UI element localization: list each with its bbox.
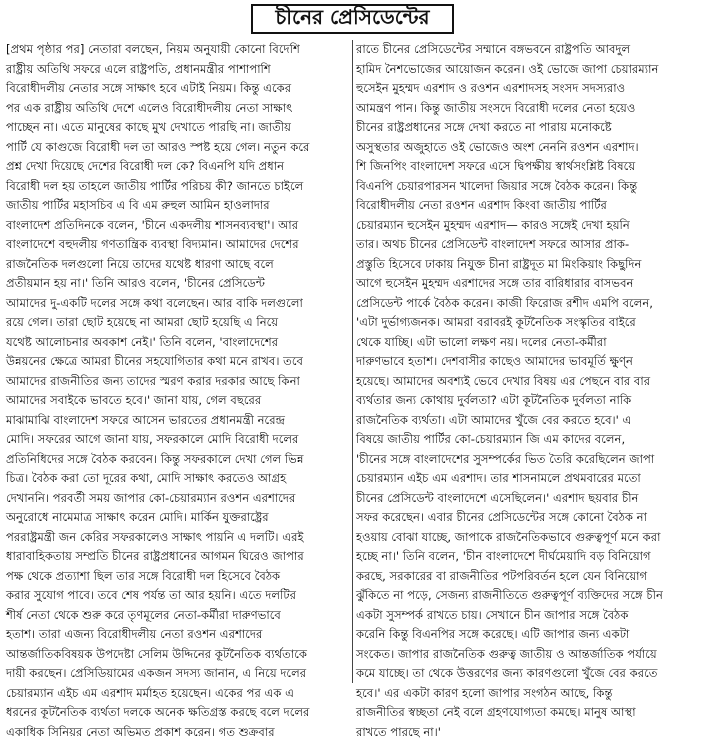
article-text-line: রাখতে পারছে না।' — [356, 723, 705, 742]
article-text-line: রাজনৈতিক দলগুলো নিয়ে তাদের যথেষ্ট ধারণা আছে বলে — [6, 255, 355, 275]
article-text-line: করছে, সরকারের বা রাজনীতির পটপরিবর্তন হলে যেন বিনিয়োগ — [356, 567, 705, 587]
article-text-line: দেখাননি। পরবর্তী সময় জাপার কো-চেয়ারম্যান রওশন এরশাদের — [6, 489, 355, 509]
article-text-line: আগে হুসেইন মুহম্মদ এরশাদের সঙ্গে তার বারিধারার বাসভবন — [356, 274, 705, 294]
article-text-line: রাষ্ট্রীয় অতিথি সফরে এলে রাষ্ট্রপতি, প্রধানমন্ত্রীর পাশাপাশি — [6, 60, 355, 80]
article-text-line: করেনি কিন্তু বিএনপির সঙ্গে করেছে। এটি জাপার জন্য একটা — [356, 625, 705, 645]
article-text-line: দায়ী করছেন। প্রেসিডিয়ামের একজন সদস্য জানান, এ নিয়ে দলের — [6, 664, 355, 684]
article-text-line: একটা সুসম্পর্ক রাখতে চায়। সেখানে চীন জাপার সঙ্গে বৈঠক — [356, 606, 705, 626]
article-text-line: হামিদ নৈশভোজের আয়োজন করেন। ওই ভোজে জাপা চেয়ারম্যান — [356, 60, 705, 80]
article-text-line: জাতীয় পার্টির মহাসচিব এ বি এম রুহুল আমিন হাওলাদার — [6, 196, 355, 216]
article-text-line: আমাদের সবাইকে ভাবতে হবে।' জানা যায়, গেল বছরের — [6, 391, 355, 411]
article-text-line: থেকে যাচ্ছি। এটা ভালো লক্ষণ নয়। দলের নেতা-কর্মীরা — [356, 333, 705, 353]
article-text-line: 'চীনের সঙ্গে বাংলাদেশের সুসম্পর্কের ভিত তৈরি করেছিলেন জাপা — [356, 450, 705, 470]
article-text-line: 'এটা দুর্ভাগ্যজনক। আমরা বরাবরই কূটনৈতিক সংস্কৃতির বাইরে — [356, 313, 705, 333]
article-text-line: আন্তর্জাতিকবিষয়ক উপদেষ্টা সেলিম উদ্দিনের কূটনৈতিক ব্যর্থতাকে — [6, 645, 355, 665]
article-text-line: আমাদের দু-একটি দলের সঙ্গে কথা বলেছেন। আর বাকি দলগুলো — [6, 294, 355, 314]
article-text-line: উন্নয়নের ক্ষেত্রে আমরা চীনের সহযোগিতার কথা মনে রাখব। তবে — [6, 352, 355, 372]
article-text-line: ধারাবাহিকতায় সম্প্রতি চীনের রাষ্ট্রপ্রধানের আগমন ঘিরেও জাপার — [6, 547, 355, 567]
article-text-line: হুসেইন মুহম্মদ এরশাদ ও রওশন এরশাদসহ সংসদ সদস্যরাও — [356, 79, 705, 99]
article-text-line: বাংলাদেশে বহুদলীয় গণতান্ত্রিক ব্যবস্থা বিদ্যমান। আমাদের দেশের — [6, 235, 355, 255]
article-text-line: পর এক রাষ্ট্রীয় অতিথি দেশে এলেও বিরোধীদলীয় নেতা সাক্ষাৎ — [6, 99, 355, 119]
article-text-line: বিষয়ে জাতীয় পার্টির কো-চেয়ারম্যান জি এম কাদের বলেন, — [356, 430, 705, 450]
article-text-line: হতাশ। তারা এজন্য বিরোধীদলীয় নেতা রওশন এরশাদের — [6, 625, 355, 645]
article-text-line: চেয়ারম্যান এইচ এম এরশাদ মর্মাহত হয়েছেন। একের পর এক এ — [6, 684, 355, 704]
article-text-line: প্রস্তুতি হিসেবে ঢাকায় নিযুক্ত চীনা রাষ্ট্রদূত মা মিংকিয়াং কিছুদিন — [356, 255, 705, 275]
article-text-line: প্রশ্ন দেখা দিয়েছে দেশের বিরোধী দল কে? বিএনপি যদি প্রধান — [6, 157, 355, 177]
article-text-line: বাংলাদেশ প্রতিদিনকে বলেন, 'চীনে একদলীয় শাসনব্যবস্থা'। আর — [6, 216, 355, 236]
article-text-line: ঝুঁকিতে না পড়ে, সেজন্য রাজনীতিতে গুরুত্বপূর্ণ ব্যক্তিদের সঙ্গে চীন — [356, 586, 705, 606]
article-text-line: বিরোধীদলীয় নেতার সঙ্গে সাক্ষাৎ হবে এটাই নিয়ম। কিন্তু একের — [6, 79, 355, 99]
article-text-line: করার সুযোগ পাবে। তবে শেষ পর্যন্ত তা আর হয়নি। এতে দলটির — [6, 586, 355, 606]
headline: চীনের প্রেসিডেন্টের — [276, 3, 430, 36]
article-text-line: মাঝামাঝি বাংলাদেশ সফরে আসেন ভারতের প্রধানমন্ত্রী নরেন্দ্র — [6, 411, 355, 431]
article-text-line: রাতে চীনের প্রেসিডেন্টের সম্মানে বঙ্গভবনে রাষ্ট্রপতি আবদুল — [356, 40, 705, 60]
article-text-line: একাধিক সিনিয়র নেতা অভিমত প্রকাশ করেন। গত শুক্রবার — [6, 723, 355, 742]
article-column-left — [6, 40, 355, 683]
article-text-line: আমন্ত্রণ পান। কিন্তু জাতীয় সংসদে বিরোধী দলের নেতা হয়েও — [356, 99, 705, 119]
article-text-line: পররাষ্ট্রমন্ত্রী জন কেরির সফরকালেও সাক্ষাৎ পায়নি এ দলটি। এরই — [6, 528, 355, 548]
article-text-line: চীনের রাষ্ট্রপ্রধানের সঙ্গে দেখা করতে না পারায় মনোকষ্টে — [356, 118, 705, 138]
article-text-line: ধরনের কূটনৈতিক ব্যর্থতা দলকে অনেক ক্ষতিগ্রস্ত করছে বলে দলের — [6, 703, 355, 723]
article-text-line: [প্রথম পৃষ্ঠার পর] নেতারা বলছেন, নিয়ম অনুযায়ী কোনো বিদেশি — [6, 40, 355, 60]
article-text-line: রয়ে গেল। তারা ছোট হয়েছে না আমরা ছোট হয়েছি এ নিয়ে — [6, 313, 355, 333]
article-text-line: চিত্র। বৈঠক করা তো দূরের কথা, মোদি সাক্ষাৎ করতেও আগ্রহ — [6, 469, 355, 489]
article-text-line: মোদি। সফরের আগে জানা যায়, সফরকালে মোদি বিরোধী দলের — [6, 430, 355, 450]
article-text-line: তার। অথচ চীনের প্রেসিডেন্ট বাংলাদেশ সফরে আসার প্রাক- — [356, 235, 705, 255]
article-text-line: অনুরোধে নামেমাত্র সাক্ষাৎ করেন মোদি। মার্কিন যুক্তরাষ্ট্রের — [6, 508, 355, 528]
article-text-line: পার্টি যে কাগুজে বিরোধী দল তা আরও স্পষ্ট হয়ে গেল। নতুন করে — [6, 138, 355, 158]
article-text-line: সফর করেছেন। এবার চীনের প্রেসিডেন্টের সঙ্গে কোনো বৈঠক না — [356, 508, 705, 528]
article-text-line: হচ্ছে না।' তিনি বলেন, 'চীন বাংলাদেশে দীর্ঘমেয়াদি বড় বিনিয়োগ — [356, 547, 705, 567]
article-text-line: হবে।' এর একটা কারণ হলো জাপার সংগঠন আছে, কিন্তু — [356, 684, 705, 704]
article-text-line: প্রতীয়মান হয় না।' তিনি আরও বলেন, 'চীনের প্রেসিডেন্ট — [6, 274, 355, 294]
article-text-line: প্রতিনিধিদের সঙ্গে বৈঠক করবেন। কিন্তু সফরকালে দেখা গেল ভিন্ন — [6, 450, 355, 470]
article-text-line: কমে যাচ্ছে। তা থেকে উত্তরণের জন্য কারণগুলো খুঁজে বের করতে — [356, 664, 705, 684]
article-text-line: আমাদের রাজনীতির জন্য তাদের স্মরণ করার দরকার আছে কিনা — [6, 372, 355, 392]
article-text-line: হওয়ায় বোঝা যাচ্ছে, জাপাকে রাজনৈতিকভাবে গুরুত্বপূর্ণ মনে করা — [356, 528, 705, 548]
article-column-right — [356, 40, 705, 683]
article-text-line: রাজনৈতিক ব্যর্থতা। এটা আমাদের খুঁজে বের করতে হবে।' এ — [356, 411, 705, 431]
article-text-line: রাজনীতির স্বচ্ছতা নেই বলে গ্রহণযোগ্যতা কমছে। মানুষ আস্থা — [356, 703, 705, 723]
column-divider — [352, 40, 353, 683]
article-text-line: বিরোধীদলীয় নেতা রওশন এরশাদ কিংবা জাতীয় পার্টির — [356, 196, 705, 216]
headline-box — [251, 4, 454, 34]
article-text-line: চেয়ারম্যান এইচ এম এরশাদ। তার শাসনামলে প্রথমবারের মতো — [356, 469, 705, 489]
article-text-line: দারুণভাবে হতাশ। দেশবাসীর কাছেও আমাদের ভাবমূর্তি ক্ষুণ্ন — [356, 352, 705, 372]
article-text-line: চেয়ারম্যান হুসেইন মুহম্মদ এরশাদ— কারও সঙ্গেই দেখা হয়নি — [356, 216, 705, 236]
article-text-line: শীর্ষ নেতা থেকে শুরু করে তৃণমূলের নেতা-কর্মীরা দারুণভাবে — [6, 606, 355, 626]
article-text-line: ব্যর্থতার জন্য কোথায় দুর্বলতা? এটা কূটনৈতিক দুর্বলতা নাকি — [356, 391, 705, 411]
article-text-line: সংকেত। জাপার রাজনৈতিক গুরুত্ব জাতীয় ও আন্তর্জাতিক পর্যায়ে — [356, 645, 705, 665]
article-text-line: চীনের প্রেসিডেন্ট বাংলাদেশে এসেছিলেন।' এরশাদ ছয়বার চীন — [356, 489, 705, 509]
article-text-line: পাচ্ছেন না। এতে মানুষের কাছে মুখ দেখাতে পারছি না। জাতীয় — [6, 118, 355, 138]
article-text-line: পক্ষ থেকে প্রত্যাশা ছিল তার সঙ্গে বিরোধী দল হিসেবে বৈঠক — [6, 567, 355, 587]
article-text-line: প্রেসিডেন্ট পার্কে বৈঠক করেন। কাজী ফিরোজ রশীদ এমপি বলেন, — [356, 294, 705, 314]
article-text-line: বিরোধী দল হয় তাহলে জাতীয় পার্টির পরিচয় কী? জানতে চাইলে — [6, 177, 355, 197]
article-text-line: হয়েছে। আমাদের অবশ্যই ভেবে দেখার বিষয় এর পেছনে বার বার — [356, 372, 705, 392]
article-text-line: শি জিনপিং বাংলাদেশ সফরে এসে দ্বিপক্ষীয় স্বার্থসংশ্লিষ্ট বিষয়ে — [356, 157, 705, 177]
article-text-line: যথেষ্ট আলোচনার অবকাশ নেই।' তিনি বলেন, 'বাংলাদেশের — [6, 333, 355, 353]
article-text-line: অসুস্থতার অজুহাতে ওই ভোজেও অংশ নেননি রওশন এরশাদ। — [356, 138, 705, 158]
article-text-line: বিএনপি চেয়ারপারসন খালেদা জিয়ার সঙ্গে বৈঠক করেন। কিন্তু — [356, 177, 705, 197]
